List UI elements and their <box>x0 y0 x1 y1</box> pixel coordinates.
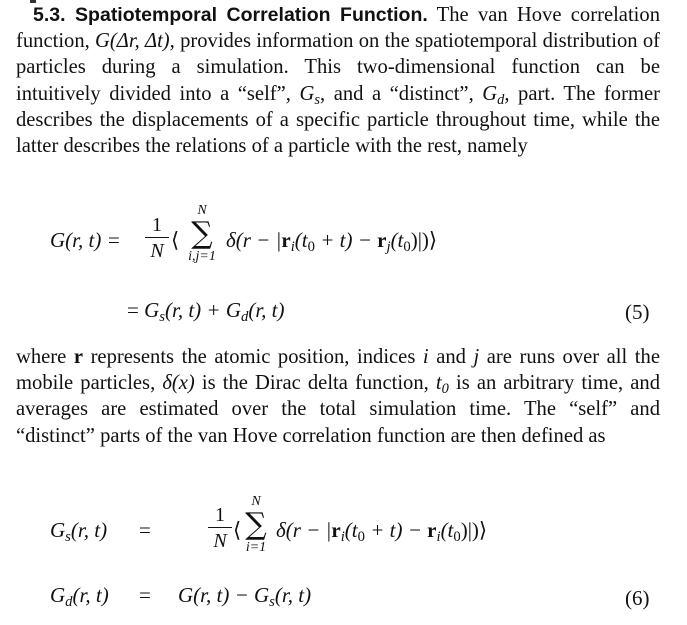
eq5-fraction: 1 N <box>145 214 169 262</box>
eq5-body: $\delta(r - |r_i(t_0 + t)$ − $r_j(t_0)|)⟩$ <box>226 228 438 256</box>
eq6-sum: N ∑ i=1 <box>245 494 267 555</box>
eq6-langle: ⟨ <box>233 518 242 542</box>
section-heading: 5.3. Spatiotemporal Correlation Function. <box>33 4 428 26</box>
text-run: and <box>436 346 466 368</box>
eq6-body: $\delta(r - |r_i(t_0 + t)$ − $r_i(t_0)|)⟩$ <box>276 518 488 546</box>
math-inline: j <box>473 346 480 368</box>
section-paragraph: 5.3. Spatiotemporal Correlation Function. The van Hove correlation function, G(Δr, Δt), provides information on the spatiotemporal distribution of particles during a simulation. This two-dimensional function can be intuitively divided into a “self”, $G_s$, and a “distinct”, $G_d$, part. The former describes the displacements of a specific particle throughout time, while the latter describes the relations of a particle with the rest, namely <box>16 4 660 158</box>
text-run: represents the atomic position, indices <box>90 346 416 368</box>
text-run: part. The former describes the displacements of a specific particle throughout time, while the latter describes the relations of a particle with the rest, namely <box>16 82 660 158</box>
text-run: provides information on the spatiotemporal distribution of particles during a simulation. This two-dimensional function can be intuitively divided into a “self”, <box>16 30 660 105</box>
eq6-line2-lhs: $G_d(r$, t) <box>50 583 109 611</box>
text-run: is an arbitrary time, and averages are estimated over the total simulation time. The “self” and “distinct” parts of the van Hove correlation function are then defined as <box>16 372 660 447</box>
text-run: is the Dirac delta function, <box>201 372 429 395</box>
eq5-number: (5) <box>625 300 650 324</box>
eq5-line2: = $G_s(r$, $t) + G_d(r$, t) <box>127 298 285 326</box>
math-inline: i <box>422 346 429 368</box>
eq6-line1-equals: = <box>139 518 151 542</box>
eq5-lhs: G(r, t) = <box>50 228 121 252</box>
text-run: are runs over all the mobile particles, <box>16 346 660 395</box>
math-inline: G(Δr, Δt), <box>95 30 175 53</box>
math-inline: $t_0$ <box>435 372 449 398</box>
math-inline: $G_d$ <box>482 82 505 108</box>
eq5-sum: N ∑ i,j=1 <box>188 203 216 264</box>
eq6-line2-equals: = <box>139 583 151 607</box>
math-inline: $G_s$ <box>299 82 320 108</box>
eq5-langle: ⟨ <box>171 228 180 252</box>
math-inline: r <box>73 346 84 368</box>
math-inline: δ(x) <box>162 372 195 395</box>
eq6-line2-rhs: G(r, $t) - G_s(r$, t) <box>178 583 312 611</box>
eq6-number: (6) <box>625 586 650 610</box>
text-run: where <box>16 346 67 368</box>
eq6-line1-lhs: $G_s(r$, t) <box>50 518 108 546</box>
eq6-fraction: 1 N <box>208 504 232 552</box>
body-paragraph <box>16 344 660 449</box>
text-run: and a “distinct”, <box>333 82 474 105</box>
text-run: The van Hove correlation function, <box>16 4 660 53</box>
